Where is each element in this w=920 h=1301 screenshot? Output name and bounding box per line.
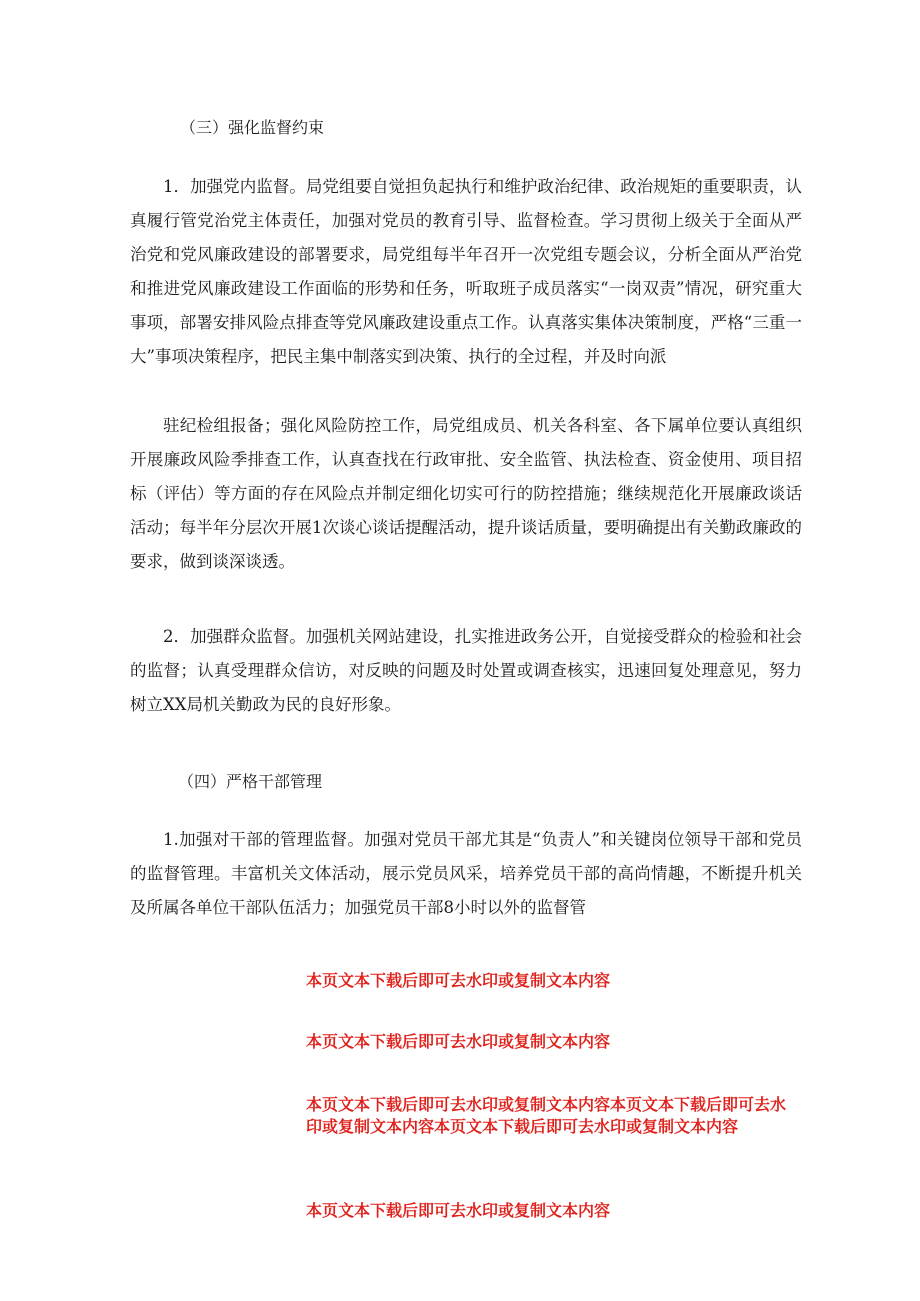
paragraph-cadre-management: 1.加强对干部的管理监督。加强对党员干部尤其是“负责人”和关键岗位领导干部和党员的监督管理。丰富机关文体活动，展示党员风采，培养党员干部的高尚情趣，不断提升机关及所属各单位干部队伍活力；加强党员干部8小时以外的监督管 [130,830,802,917]
paragraph-party-supervision-continued: 驻纪检组报备；强化风险防控工作，局党组成员、机关各科室、各下属单位要认真组织开展廉政风险季排查工作，认真查找在行政审批、安全监管、执法检查、资金使用、项目招标（评估）等方面的存在风险点并制定细化切实可行的防控措施；继续规范化开展廉政谈话活动；每半年分层次开展1次谈心谈话提醒活动，提升谈话质量，要明确提出有关勤政廉政的要求，做到谈深谈透。 [130,416,802,571]
download-notice-2: 本页文本下载后即可去水印或复制文本内容 [306,1032,611,1051]
section-heading-4: （四）严格干部管理 [178,772,323,791]
download-notice-4: 本页文本下载后即可去水印或复制文本内容 [306,1201,611,1220]
paragraph-party-supervision: 1．加强党内监督。局党组要自觉担负起执行和维护政治纪律、政治规矩的重要职责，认真履行管党治党主体责任，加强对党员的教育引导、监督检查。学习贯彻上级关于全面从严治党和党风廉政建设的部署要求，局党组每半年召开一次党组专题会议，分析全面从严治党和推进党风廉政建设工作面临的形势和任务，听取班子成员落实“一岗双责”情况，研究重大事项，部署安排风险点排查等党风廉政建设重点工作。认真落实集体决策制度，严格“三重一大”事项决策程序，把民主集中制落实到决策、执行的全过程，并及时向派 [130,177,802,366]
paragraph-public-supervision: 2．加强群众监督。加强机关网站建设，扎实推进政务公开，自觉接受群众的检验和社会的监督；认真受理群众信访，对反映的问题及时处置或调查核实，迅速回复处理意见，努力树立XX局机关勤政为民的良好形象。 [130,627,802,714]
download-notice-1: 本页文本下载后即可去水印或复制文本内容 [306,971,611,990]
section-heading-3: （三）强化监督约束 [180,118,325,137]
download-notice-3: 本页文本下载后即可去水印或复制文本内容本页文本下载后即可去水印或复制文本内容本页文本下载后即可去水印或复制文本内容 [306,1095,787,1136]
